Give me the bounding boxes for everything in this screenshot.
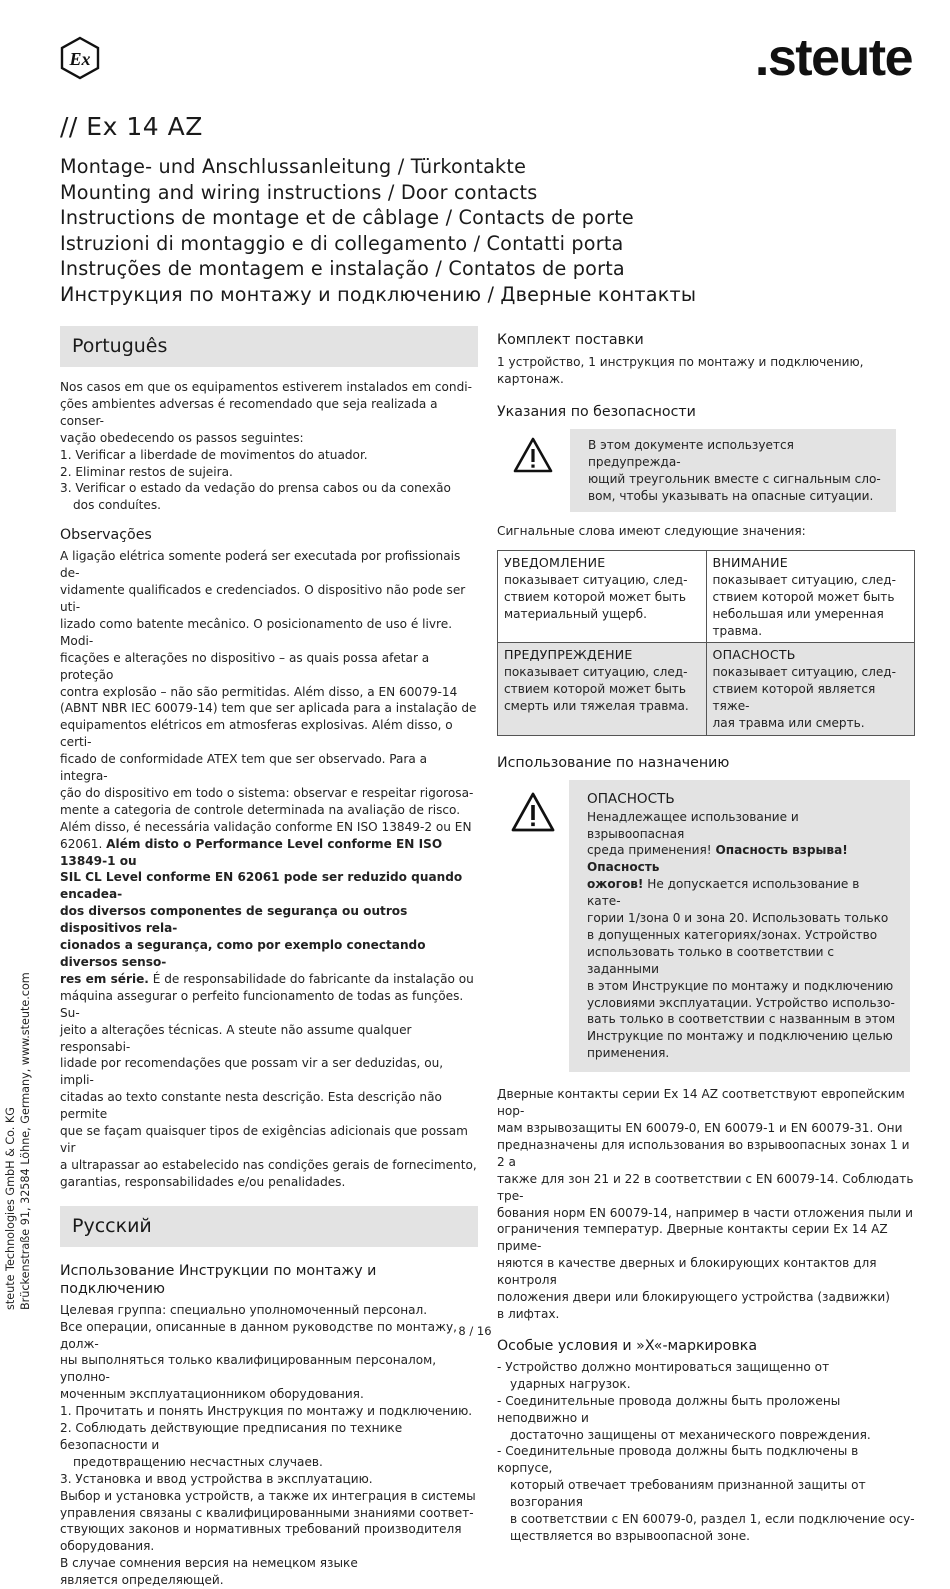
text-line: ны выполняться только квалифицированным персоналом, уполно-: [60, 1353, 437, 1385]
cell-title: ПРЕДУПРЕЖДЕНИЕ: [504, 647, 633, 663]
text-line: В случае сомнения версия на немецком языке: [60, 1556, 358, 1571]
text-line: ствием которой является тяже-: [712, 681, 876, 713]
text-line: que se façam quaisquer tipos de exigências adicionais que possam vir: [60, 1124, 468, 1155]
text-line: ограничения температур. Дверные контакты серии Ex 14 AZ приме-: [497, 1222, 888, 1254]
list-item: 2. Соблюдать действующие предписания по технике безопасности и: [60, 1421, 403, 1452]
company-sidebar: [3, 972, 33, 1310]
door-contacts-paragraph: [497, 1086, 915, 1323]
text-line: Выбор и установка устройств, а также их интеграция в системы: [60, 1488, 476, 1503]
text-line: небольшая или умеренная: [712, 606, 884, 621]
text-line: lidade por recomendações que possam vir a ser deduzidas, ou, impli-: [60, 1056, 444, 1088]
text-line: a ultrapassar ao estabelecido nas condições gerais de fornecimento,: [60, 1157, 477, 1172]
text-line: управления связаны с квалифицированными знаниями соответ-: [60, 1505, 474, 1520]
danger-triangle-icon: [497, 780, 569, 1073]
bold-text: dos diversos componentes de segurança ou outros dispositivos rela-: [60, 904, 408, 936]
text-line: показывает ситуацию, след-: [504, 572, 688, 587]
list-item: - Соединительные провода должны быть подключены в корпусе,: [497, 1444, 859, 1476]
subtitle-list: [60, 154, 920, 308]
text-line: лая травма или смерть.: [712, 715, 865, 730]
text-line: показывает ситуацию, след-: [712, 664, 896, 679]
text-line: ющий треугольник вместе с сигнальным сло-: [588, 471, 881, 486]
kit-text: 1 устройство, 1 инструкция по монтажу и подключению, картонаж.: [497, 355, 864, 386]
text-line: vidamente qualificados e credenciados. O dispositivo não pode ser uti-: [60, 583, 466, 614]
text-line: ствием которой может быть: [712, 589, 895, 604]
text-line: бования норм EN 60079-14, например в части отложения пыли и: [497, 1205, 913, 1220]
list-item: 1. Прочитать и понять Инструкция по монтажу и подключению.: [60, 1404, 473, 1419]
right-column: [497, 331, 915, 1545]
text-line: jeito a alterações técnicas. A steute não assume qualquer responsabi-: [60, 1022, 412, 1054]
list-item: достаточно защищены от механического повреждения.: [510, 1427, 871, 1442]
observacoes-heading: Observações: [60, 527, 152, 544]
bold-text: Além disto o Performance Level conforme EN ISO 13849-1 ou: [60, 836, 443, 868]
text-line: Целевая группа: специально уполномоченный персонал.: [60, 1302, 428, 1317]
text-line: Além disso, é necessária validação conforme EN ISO 13849-2 ou EN: [60, 819, 472, 834]
text-line: Инструкцие по монтажу и подключению целью: [587, 1029, 893, 1044]
danger-title: ОПАСНОСТЬ: [587, 790, 675, 807]
text-line: использовать только в соответствии с заданными: [587, 944, 835, 976]
text-line: [60, 903, 478, 937]
special-conditions-heading: Особые условия и »X«-маркировка: [497, 1337, 758, 1354]
cell-title: ВНИМАНИЕ: [712, 555, 788, 571]
warning-triangle-icon: [497, 429, 569, 513]
text-line: equipamentos elétricos em atmosferas explosivas. Além disso, o certi-: [60, 718, 453, 750]
list-item: 3. Установка и ввод устройства в эксплуатацию.: [60, 1471, 373, 1486]
text-line: lizado como batente mecânico. O posicionamento de uso é livre. Modi-: [60, 616, 453, 648]
brand-logo: .steute: [754, 29, 912, 87]
list-item: предотвращению несчастных случаев.: [73, 1454, 323, 1469]
text-line: ствием которой может быть: [504, 681, 686, 696]
bold-text: Опасность взрыва! Опасность: [587, 843, 848, 875]
usage-heading: Использование Инструкции по монтажу и подключению: [60, 1262, 377, 1297]
text-line: contra explosão – não são permitidas. Além disso, a EN 60079-14: [60, 684, 458, 699]
cell-title: ОПАСНОСТЬ: [712, 647, 796, 663]
text-line: citadas ao texto constante nesta descrição. Esta descrição não permite: [60, 1090, 442, 1122]
text-line: [60, 937, 478, 971]
safety-box: [570, 429, 896, 513]
text-line: мам взрывозащиты EN 60079-0, EN 60079-1 и EN 60079-31. Они: [497, 1121, 903, 1135]
text-line: Ненадлежащее использование и взрывоопасная: [587, 809, 799, 841]
safety-heading: Указания по безопасности: [497, 403, 696, 420]
text-line: Все операции, описанные в данном руководстве по монтажу, долж-: [60, 1319, 457, 1351]
special-conditions-list: [497, 1359, 915, 1545]
subtitle: Instruções de montagem e instalação / Contatos de porta: [60, 257, 625, 281]
section-heading-portugues: Português: [60, 326, 478, 367]
company-address: Brückenstraße 91, 32584 Löhne, Germany, www.steute.com: [19, 972, 32, 1310]
text-line: [60, 869, 478, 903]
text-line: [60, 836, 478, 870]
list-item: 3. Verificar o estado da vedação do prensa cabos ou da conexão: [60, 481, 451, 496]
list-item: ществляется во взрывоопасной зоне.: [510, 1528, 750, 1543]
table-row: [498, 551, 915, 643]
page-number: 8 / 16: [458, 1324, 492, 1338]
text-line: в лифтах.: [497, 1306, 560, 1321]
text-line: гории 1/зона 0 и зона 20. Использовать только: [587, 911, 889, 926]
subtitle: Istruzioni di montaggio e di collegamento / Contatti porta: [60, 231, 624, 255]
text-span: É de responsabilidade do fabricante da instalação ou: [148, 971, 474, 986]
text-line: ficações e alterações no dispositivo – as quais possa afetar a proteção: [60, 650, 430, 682]
text-span: Не допускается использование в кате-: [587, 877, 860, 909]
signal-words-table: [497, 550, 915, 735]
bold-text: res em série.: [60, 971, 149, 986]
text-line: условиями эксплуатации. Устройство использо-: [587, 995, 895, 1010]
text-line: также для зон 21 и 22 в соответствии с EN 60079-14. Соблюдать тре-: [497, 1171, 914, 1203]
text-line: В этом документе используется предупрежда-: [588, 437, 794, 469]
text-span: 62061.: [60, 836, 107, 851]
list-item: dos conduítes.: [73, 498, 161, 513]
text-line: (ABNT NBR IEC 60079-14) tem que ser aplicada para a instalação de: [60, 701, 477, 716]
table-cell: [498, 551, 707, 643]
text-line: máquina assegurar o perfeito funcionamento de todas as funções. Su-: [60, 988, 464, 1020]
text-line: применения.: [587, 1046, 670, 1061]
signal-intro: Сигнальные слова имеют следующие значения:: [497, 524, 806, 539]
table-row: [498, 643, 915, 735]
kit-heading: Комплект поставки: [497, 332, 644, 348]
subtitle: Инструкция по монтажу и подключению / Дверные контакты: [60, 282, 697, 306]
text-line: травма.: [712, 623, 763, 638]
subtitle: Instructions de montage et de câblage / Contacts de porte: [60, 206, 634, 230]
text-line: [587, 876, 896, 910]
intended-use-heading: Использование по назначению: [497, 754, 730, 771]
text-line: ствием которой может быть: [504, 589, 686, 604]
text-line: няются в качестве дверных и блокирующих контактов для контроля: [497, 1256, 877, 1288]
list-item: - Устройство должно монтироваться защищенно от: [497, 1359, 830, 1374]
list-item: который отвечает требованиям признанной защиты от возгорания: [510, 1478, 866, 1510]
text-line: Дверные контакты серии Ex 14 AZ соответствуют европейским нор-: [497, 1087, 905, 1119]
list-item: в соответствии с EN 60079-0, раздел 1, если подключение осу-: [510, 1512, 915, 1527]
text-line: vação obedecendo os passos seguintes:: [60, 430, 304, 445]
table-cell: [706, 643, 915, 735]
intro-paragraph: [60, 379, 478, 514]
table-cell: [498, 643, 707, 735]
text-line: ficado de conformidade ATEX tem que ser observado. Para a integra-: [60, 752, 428, 784]
danger-notice: [497, 780, 915, 1073]
document-title: // Ex 14 AZ: [60, 112, 203, 141]
text-line: оборудования.: [60, 1539, 155, 1554]
text-line: положения двери или блокирующего устройства (задвижки): [497, 1290, 891, 1305]
section-heading-russian: Русский: [60, 1206, 478, 1247]
text-line: ções ambientes adversas é recomendado que seja realizada a conser-: [60, 396, 438, 428]
list-item: 1. Verificar a liberdade de movimentos do atuador.: [60, 447, 368, 462]
text-line: Nos casos em que os equipamentos estiverem instalados em condi-: [60, 380, 472, 394]
text-line: показывает ситуацию, след-: [712, 572, 896, 587]
bold-text: cionados a segurança, como por exemplo conectando diversos senso-: [60, 938, 426, 969]
text-span: среда применения!: [587, 843, 716, 858]
list-item: 2. Eliminar restos de sujeira.: [60, 464, 233, 479]
safety-notice: [497, 429, 915, 513]
text-line: A ligação elétrica somente poderá ser executada por profissionais de-: [60, 549, 461, 581]
cell-title: УВЕДОМЛЕНИЕ: [504, 555, 606, 571]
text-line: является определяющей.: [60, 1573, 224, 1588]
text-line: вом, чтобы указывать на опасные ситуации.: [588, 488, 874, 503]
list-item: - Соединительные провода должны быть проложены неподвижно и: [497, 1393, 841, 1425]
text-line: ствующих законов и нормативных требований производителя: [60, 1522, 462, 1537]
text-line: показывает ситуацию, след-: [504, 664, 688, 679]
list-item: ударных нагрузок.: [510, 1376, 631, 1391]
subtitle: Montage- und Anschlussanleitung / Türkontakte: [60, 155, 527, 178]
text-line: в допущенных категориях/зонах. Устройство: [587, 927, 878, 942]
company-name: steute Technologies GmbH & Co. KG: [4, 1107, 17, 1310]
text-line: garantias, responsabilidades e/ou penalidades.: [60, 1174, 346, 1189]
bold-text: ожогов!: [587, 877, 644, 892]
text-line: материальный ущерб.: [504, 606, 647, 621]
text-line: смерть или тяжелая травма.: [504, 698, 689, 713]
text-line: вать только в соответствии с названным в этом: [587, 1012, 896, 1027]
danger-box: [569, 780, 910, 1073]
text-line: mente a categoria de controle determinada na avaliação de risco.: [60, 802, 461, 817]
text-line: [60, 971, 478, 988]
subtitle: Mounting and wiring instructions / Door contacts: [60, 180, 538, 204]
text-line: предназначены для использования во взрывоопасных зонах 1 и 2 а: [497, 1137, 910, 1169]
observacoes-paragraph: [60, 548, 478, 1190]
left-column: [60, 326, 478, 1589]
text-line: моченным эксплуатационником оборудования.: [60, 1387, 364, 1402]
table-cell: [706, 551, 915, 643]
text-line: ção do dispositivo em todo o sistema: observar e respeitar rigorosa-: [60, 785, 474, 800]
ex-logo-icon: [58, 36, 102, 80]
svg-text:Ex: Ex: [69, 49, 91, 69]
text-line: [587, 842, 896, 876]
bold-text: SIL CL Level conforme EN 62061 pode ser reduzido quando encadea-: [60, 870, 463, 902]
usage-paragraph: [60, 1302, 478, 1589]
text-line: в этом Инструкцие по монтажу и подключению: [587, 978, 894, 993]
